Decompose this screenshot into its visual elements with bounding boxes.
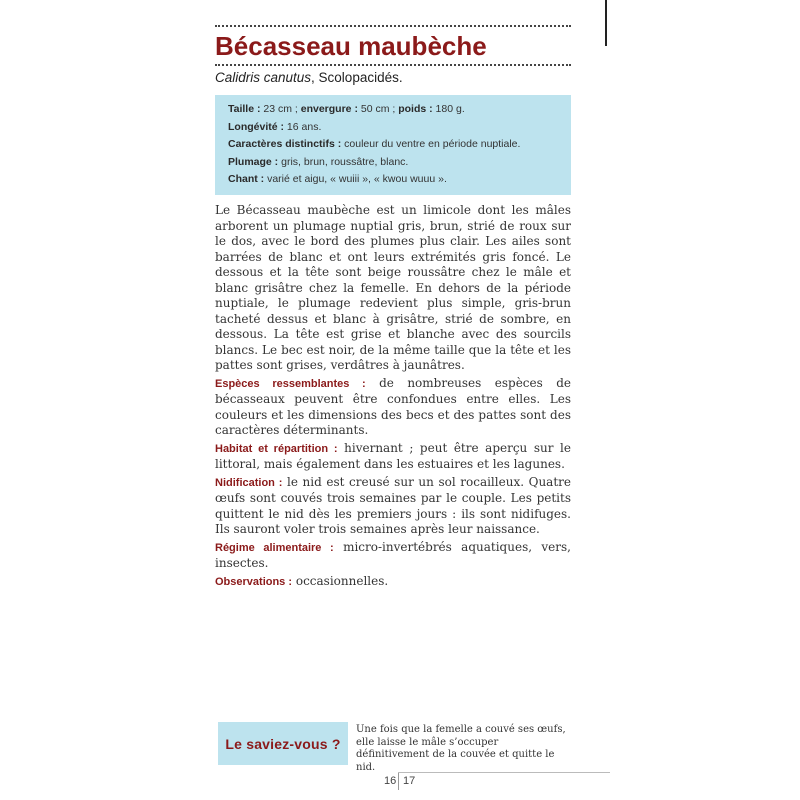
size-value: 23 cm ; — [260, 103, 301, 115]
title-dotted-rule — [215, 64, 571, 66]
species-subtitle — [215, 69, 403, 87]
wingspan-label: envergure : — [300, 103, 358, 115]
top-dotted-rule — [215, 25, 571, 27]
did-you-know-badge: Le saviez-vous ? — [218, 722, 348, 765]
description-paragraph: Le Bécasseau maubèche est un limicole dont les mâles arborent un plumage nuptial gris, brun, strié de roux sur le dos, avec le bord des plumes plus clair. Les ailes sont barrées de blanc et ont leurs extrémités gris foncé. Le dessous et la tête sont beige roussâtre chez le mâle et blanc grisâtre chez la femelle. En dehors de la période nuptiale, le plumage redevient plus simple, gris-brun tacheté dessus et blanc à grisâtre, strié de sombre, en dessous. La tête est grise et blanche avec des sourcils blancs. Le bec est noir, de la même taille que la tête et les pattes sont grises, verdâtres à jaunâtres. — [215, 203, 571, 372]
song-label: Chant : — [228, 173, 265, 186]
nesting-label: Nidification : — [215, 476, 283, 489]
nesting-text: le nid est creusé sur un sol rocailleux. Quatre œufs sont couvés trois semaines par le couple. Les petits quittent le nid dès les premiers jours : ils sont nidifuges. Ils sauront voler trois semaines après leur naissance. — [215, 474, 571, 536]
diet-label: Régime alimentaire : — [215, 541, 334, 554]
footer-rule — [398, 772, 610, 773]
features-value: couleur du ventre en période nuptiale. — [341, 138, 521, 151]
nesting-paragraph — [215, 475, 571, 538]
similar-species-label: Espèces ressemblantes : — [215, 377, 366, 390]
observations-paragraph — [215, 574, 571, 591]
habitat-paragraph — [215, 441, 571, 473]
species-info-box — [215, 95, 571, 195]
observations-text: occasionnelles. — [292, 573, 389, 588]
longevity-label: Longévité : — [228, 120, 285, 133]
observations-label: Observations : — [215, 575, 293, 588]
page-number-left: 16 — [384, 775, 397, 787]
family-name: , Scolopacidés. — [311, 70, 403, 85]
song-value: varié et aigu, « wuiii », « kwou wuuu ». — [264, 173, 447, 186]
wingspan-value: 50 cm ; — [357, 103, 399, 115]
longevity-value: 16 ans. — [284, 120, 322, 133]
weight-value: 180 g. — [432, 103, 465, 115]
page-number-right: 17 — [403, 775, 416, 787]
info-row-longevity — [228, 119, 571, 137]
latin-name: Calidris canutus — [215, 70, 312, 85]
plumage-value: gris, brun, roussâtre, blanc. — [278, 155, 409, 168]
did-you-know-text: Une fois que la femelle a couvé ses œufs, elle laisse le mâle s’occuper définitivement de la couvée et quitte le nid. — [356, 724, 566, 773]
size-label: Taille : — [228, 103, 261, 115]
habitat-label: Habitat et répartition : — [215, 442, 338, 455]
page-number-separator — [398, 773, 399, 790]
page-edge-line — [605, 0, 607, 46]
info-row-plumage — [228, 154, 571, 172]
info-row-measurements — [228, 101, 571, 119]
diet-text: micro-invertébrés aquatiques, vers, insectes. — [215, 539, 571, 570]
similar-species-paragraph — [215, 376, 571, 439]
habitat-text: hivernant ; peut être aperçu sur le littoral, mais également dans les estuaires et les lagunes. — [215, 440, 571, 471]
diet-paragraph — [215, 540, 571, 572]
info-row-features — [228, 136, 571, 154]
plumage-label: Plumage : — [228, 155, 279, 168]
info-row-song — [228, 171, 571, 189]
species-body-text — [215, 203, 571, 592]
features-label: Caractères distinctifs : — [228, 138, 342, 151]
species-title: Bécasseau maubèche — [215, 31, 487, 61]
similar-species-text: de nombreuses espèces de bécasseaux peuvent être confondues entre elles. Les couleurs et les dimensions des becs et des pattes sont des caractères déterminants. — [215, 375, 571, 437]
weight-label: poids : — [398, 103, 433, 115]
